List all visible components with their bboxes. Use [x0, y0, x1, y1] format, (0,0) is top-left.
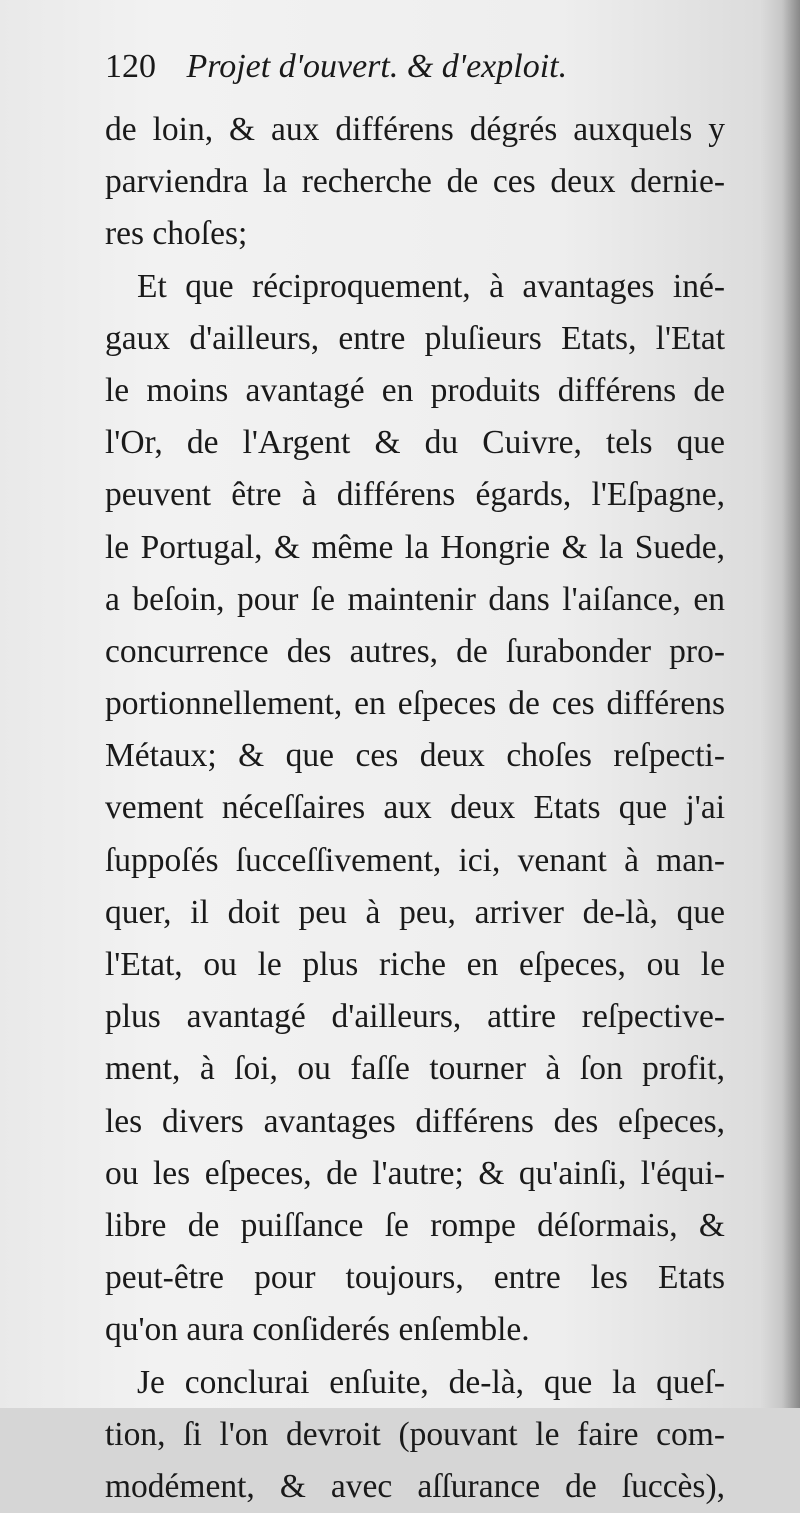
page-edge-shadow — [782, 0, 800, 1408]
text-line: modément, & avec aſſurance de ſuccès), — [105, 1467, 725, 1505]
text-line: l'Etat, ou le plus riche en eſpeces, ou le — [105, 946, 725, 983]
text-line: parviendra la recherche de ces deux dernie- — [105, 163, 725, 201]
body-text — [105, 104, 725, 1513]
text-line: de loin, & aux différens dégrés auxquels y — [105, 111, 725, 148]
text-line: peut-être pour toujours, entre les Etats — [105, 1259, 725, 1297]
text-line: a beſoin, pour ſe maintenir dans l'aiſance, en — [105, 580, 725, 618]
text-line: res choſes; — [105, 215, 248, 253]
page-number: 120 — [105, 48, 156, 85]
text-line: tion, ſi l'on devroit (pouvant le faire com- — [105, 1415, 725, 1453]
page-header — [105, 42, 745, 92]
text-line: plus avantagé d'ailleurs, attire reſpective- — [105, 998, 725, 1036]
text-line: Métaux; & que ces deux choſes reſpecti- — [105, 737, 725, 775]
text-line: Je conclurai enſuite, de-là, que la queſ- — [137, 1363, 725, 1401]
text-line: vement néceſſaires aux deux Etats que j'ai — [105, 789, 725, 827]
text-line: les divers avantages différens des eſpeces, — [105, 1102, 725, 1140]
text-line: l'Or, de l'Argent & du Cuivre, tels que — [105, 424, 725, 462]
text-line: le moins avantagé en produits différens de — [105, 371, 725, 409]
text-line: ou les eſpeces, de l'autre; & qu'ainſi, l'équi- — [105, 1154, 725, 1192]
text-line: qu'on aura conſiderés enſemble. — [105, 1311, 530, 1349]
text-line: quer, il doit peu à peu, arriver de-là, que — [105, 893, 725, 931]
text-line: Et que réciproquement, à avantages iné- — [137, 267, 725, 305]
text-line: libre de puiſſance ſe rompe déſormais, & — [105, 1206, 725, 1244]
text-line: ment, à ſoi, ou faſſe tourner à ſon profit, — [105, 1050, 725, 1088]
text-line: concurrence des autres, de ſurabonder pro- — [105, 632, 725, 670]
text-line: gaux d'ailleurs, entre pluſieurs Etats, l'Etat — [105, 319, 725, 357]
text-line: peuvent être à différens égards, l'Eſpagne, — [105, 476, 725, 514]
text-line: le Portugal, & même la Hongrie & la Suede, — [105, 528, 725, 566]
text-line: ſuppoſés ſucceſſivement, ici, venant à man- — [105, 841, 725, 879]
running-title: Projet d'ouvert. & d'exploit. — [186, 48, 568, 85]
text-line: portionnellement, en eſpeces de ces différens — [105, 685, 725, 723]
